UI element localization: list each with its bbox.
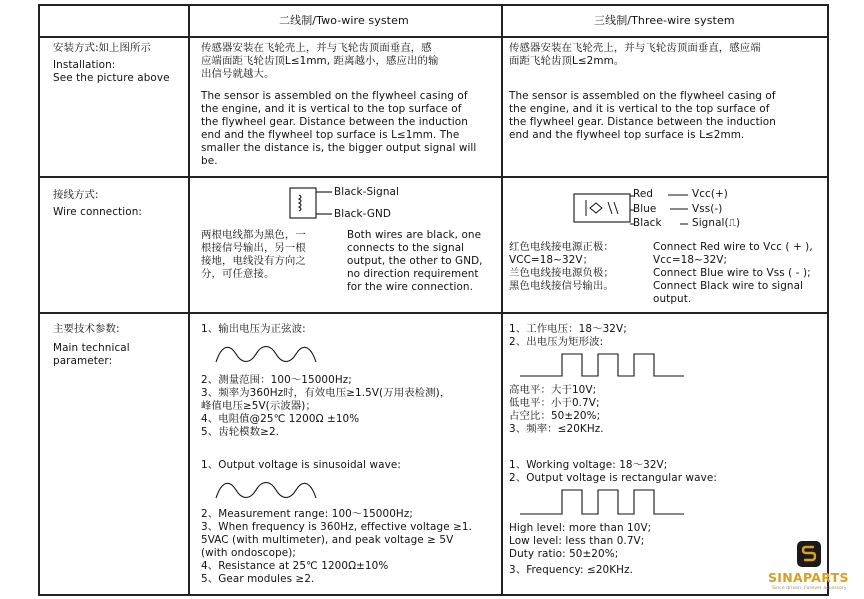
- sine-wave-icon: [214, 474, 334, 506]
- wiring-three-cn: 兰色电线接电源负极；: [509, 267, 614, 279]
- wiring-two-cn: 接地，电线没有方向之: [201, 255, 306, 267]
- wiring-two-en: for the wire connection.: [347, 281, 474, 293]
- sine-wave-icon: [214, 340, 334, 370]
- header-two-wire: 二线制/Two-wire system: [279, 14, 409, 27]
- params-three-en: 3、Frequency: ≤20KHz.: [509, 564, 634, 576]
- params-two-en: 4、Resistance at 25℃ 1200Ω±10%: [201, 560, 389, 572]
- wiring-two-en: output, the other to GND,: [347, 255, 483, 267]
- params-two-en: 1、Output voltage is sinusoidal wave:: [201, 459, 401, 471]
- wire-color-red: Red: [633, 188, 654, 200]
- wiring-two-en: no direction requirement: [347, 268, 479, 280]
- params-three-cn: 占空比：50±20%;: [509, 410, 601, 422]
- logo-tagline: Since driven. Forever accessory: [772, 586, 847, 591]
- wiring-two-en: Both wires are black, one: [347, 229, 482, 241]
- params-two-cn: 峰值电压≥5V(示波器)；: [201, 400, 316, 412]
- params-three-cn: 2、出电压为矩形波:: [509, 336, 604, 348]
- wire-label-gnd: Black-GND: [334, 208, 391, 220]
- install-two-en: The sensor is assembled on the flywheel casing of: [201, 90, 468, 102]
- wiring-three-en: Connect Blue wire to Vss ( - );: [653, 267, 811, 279]
- wire-target-vss: Vss(-): [692, 203, 723, 215]
- install-two-en: smaller the distance is, the bigger output signal will: [201, 142, 477, 154]
- params-two-en: 3、When frequency is 360Hz, effective voltage ≥1.: [201, 521, 473, 533]
- params-two-cn: 4、电阻值@25℃ 1200Ω ±10%: [201, 413, 360, 425]
- params-two-cn: 1、输出电压为正弦波:: [201, 323, 306, 335]
- wiring-two-cn: 分，可任意接。: [201, 268, 275, 280]
- header-three-wire: 三线制/Three-wire system: [594, 14, 735, 27]
- square-wave-icon: [518, 350, 688, 380]
- params-three-cn: 低电平：小于0.7V;: [509, 397, 600, 409]
- params-label-en: Main technical: [53, 342, 130, 354]
- params-three-en: 2、Output voltage is rectangular wave:: [509, 472, 717, 484]
- params-two-cn: 3、频率为360Hz时，有效电压≥1.5V(万用表检测)，: [201, 387, 451, 399]
- install-three-cn: 传感器安装在飞轮壳上，并与飞轮齿顶面垂直，感应端: [509, 42, 761, 54]
- wire-color-black: Black: [633, 217, 662, 229]
- wiring-three-en: output.: [653, 293, 692, 305]
- install-two-en: the engine, and it is vertical to the top surface of: [201, 103, 462, 115]
- wire-target-vcc: Vcc(+): [692, 188, 728, 200]
- params-two-cn: 2、测量范围：100～15000Hz;: [201, 374, 352, 386]
- params-three-en: High level: more than 10V;: [509, 522, 652, 534]
- col-divider: [501, 4, 503, 596]
- wiring-three-en: Connect Black wire to signal: [653, 280, 804, 292]
- installation-label-en: See the picture above: [53, 72, 170, 84]
- install-three-en: the engine, and it is vertical to the top surface of: [509, 103, 770, 115]
- table-border-bottom: [38, 594, 829, 596]
- wiring-two-cn: 根接信号输出，另一根: [201, 242, 306, 254]
- install-two-cn: 出信号就越大。: [201, 68, 275, 80]
- install-two-en: end and the flywheel top surface is L≤1mm. The: [201, 129, 460, 141]
- params-three-cn: 高电平：大于10V;: [509, 384, 597, 396]
- install-three-en: the flywheel gear. Distance between the induction: [509, 116, 776, 128]
- col-divider: [188, 4, 190, 596]
- wiring-three-cn: VCC=18~32V；: [509, 254, 594, 266]
- params-two-en: 5、Gear modules ≥2.: [201, 573, 315, 585]
- params-three-en: 1、Working voltage: 18～32V;: [509, 459, 668, 471]
- wiring-three-cn: 红色电线接电源正极：: [509, 241, 614, 253]
- wiring-two-en: connects to the signal: [347, 242, 465, 254]
- row-divider: [38, 36, 829, 38]
- installation-label-cn: 安装方式:如上图所示: [53, 42, 152, 54]
- install-three-en: The sensor is assembled on the flywheel casing of: [509, 90, 776, 102]
- install-two-cn: 传感器安装在飞轮壳上，并与飞轮齿顶面垂直，感: [201, 42, 432, 54]
- install-two-en: be.: [201, 155, 218, 167]
- params-three-cn: 3、频率：≤20KHz.: [509, 423, 604, 435]
- wiring-label-cn: 接线方式:: [53, 189, 99, 201]
- installation-label-en: Installation:: [53, 59, 116, 71]
- install-three-en: end and the flywheel top surface is L≤2mm.: [509, 129, 745, 141]
- wiring-three-en: Connect Red wire to Vcc ( + ),: [653, 241, 813, 253]
- sinaparts-logo: [762, 540, 856, 596]
- col-divider: [38, 4, 40, 596]
- params-three-en: Low level: less than 0.7V;: [509, 535, 645, 547]
- three-wire-sensor-diagram: [572, 186, 642, 230]
- params-label-en: parameter:: [53, 355, 113, 367]
- params-two-cn: 5、齿轮模数≥2.: [201, 426, 280, 438]
- logo-emblem-icon: [796, 540, 822, 568]
- wiring-three-cn: 黑色电线接信号输出。: [509, 280, 614, 292]
- spec-table: [38, 4, 829, 596]
- square-wave-icon: [518, 486, 688, 518]
- row-divider: [38, 176, 829, 178]
- params-two-en: 5VAC (with multimeter), and peak voltage ≥ 5V: [201, 534, 454, 546]
- install-three-cn: 面距飞轮齿顶L≤2mm。: [509, 55, 625, 67]
- params-three-cn: 1、工作电压：18～32V;: [509, 323, 627, 335]
- wiring-label-en: Wire connection:: [53, 206, 143, 218]
- params-two-en: 2、Measurement range: 100～15000Hz;: [201, 508, 413, 520]
- logo-wordmark: SINAPARTS: [768, 570, 849, 585]
- row-divider: [38, 312, 829, 314]
- params-label-cn: 主要技术参数:: [53, 323, 120, 335]
- wire-color-blue: Blue: [633, 203, 657, 215]
- wire-label-signal: Black-Signal: [334, 186, 399, 198]
- install-two-cn: 应端面距飞轮齿顶L≤1mm, 距离越小，感应出的输: [201, 55, 439, 67]
- table-border-top: [38, 4, 829, 6]
- install-two-en: the flywheel gear. Distance between the induction: [201, 116, 468, 128]
- col-divider: [827, 4, 829, 596]
- wiring-three-en: Vcc=18~32V;: [653, 254, 728, 266]
- params-two-en: (with ondoscope);: [201, 547, 297, 559]
- wiring-two-cn: 两根电线都为黑色，一: [201, 229, 306, 241]
- params-three-en: Duty ratio: 50±20%;: [509, 548, 619, 560]
- wire-target-signal: Signal(⎍): [692, 217, 741, 229]
